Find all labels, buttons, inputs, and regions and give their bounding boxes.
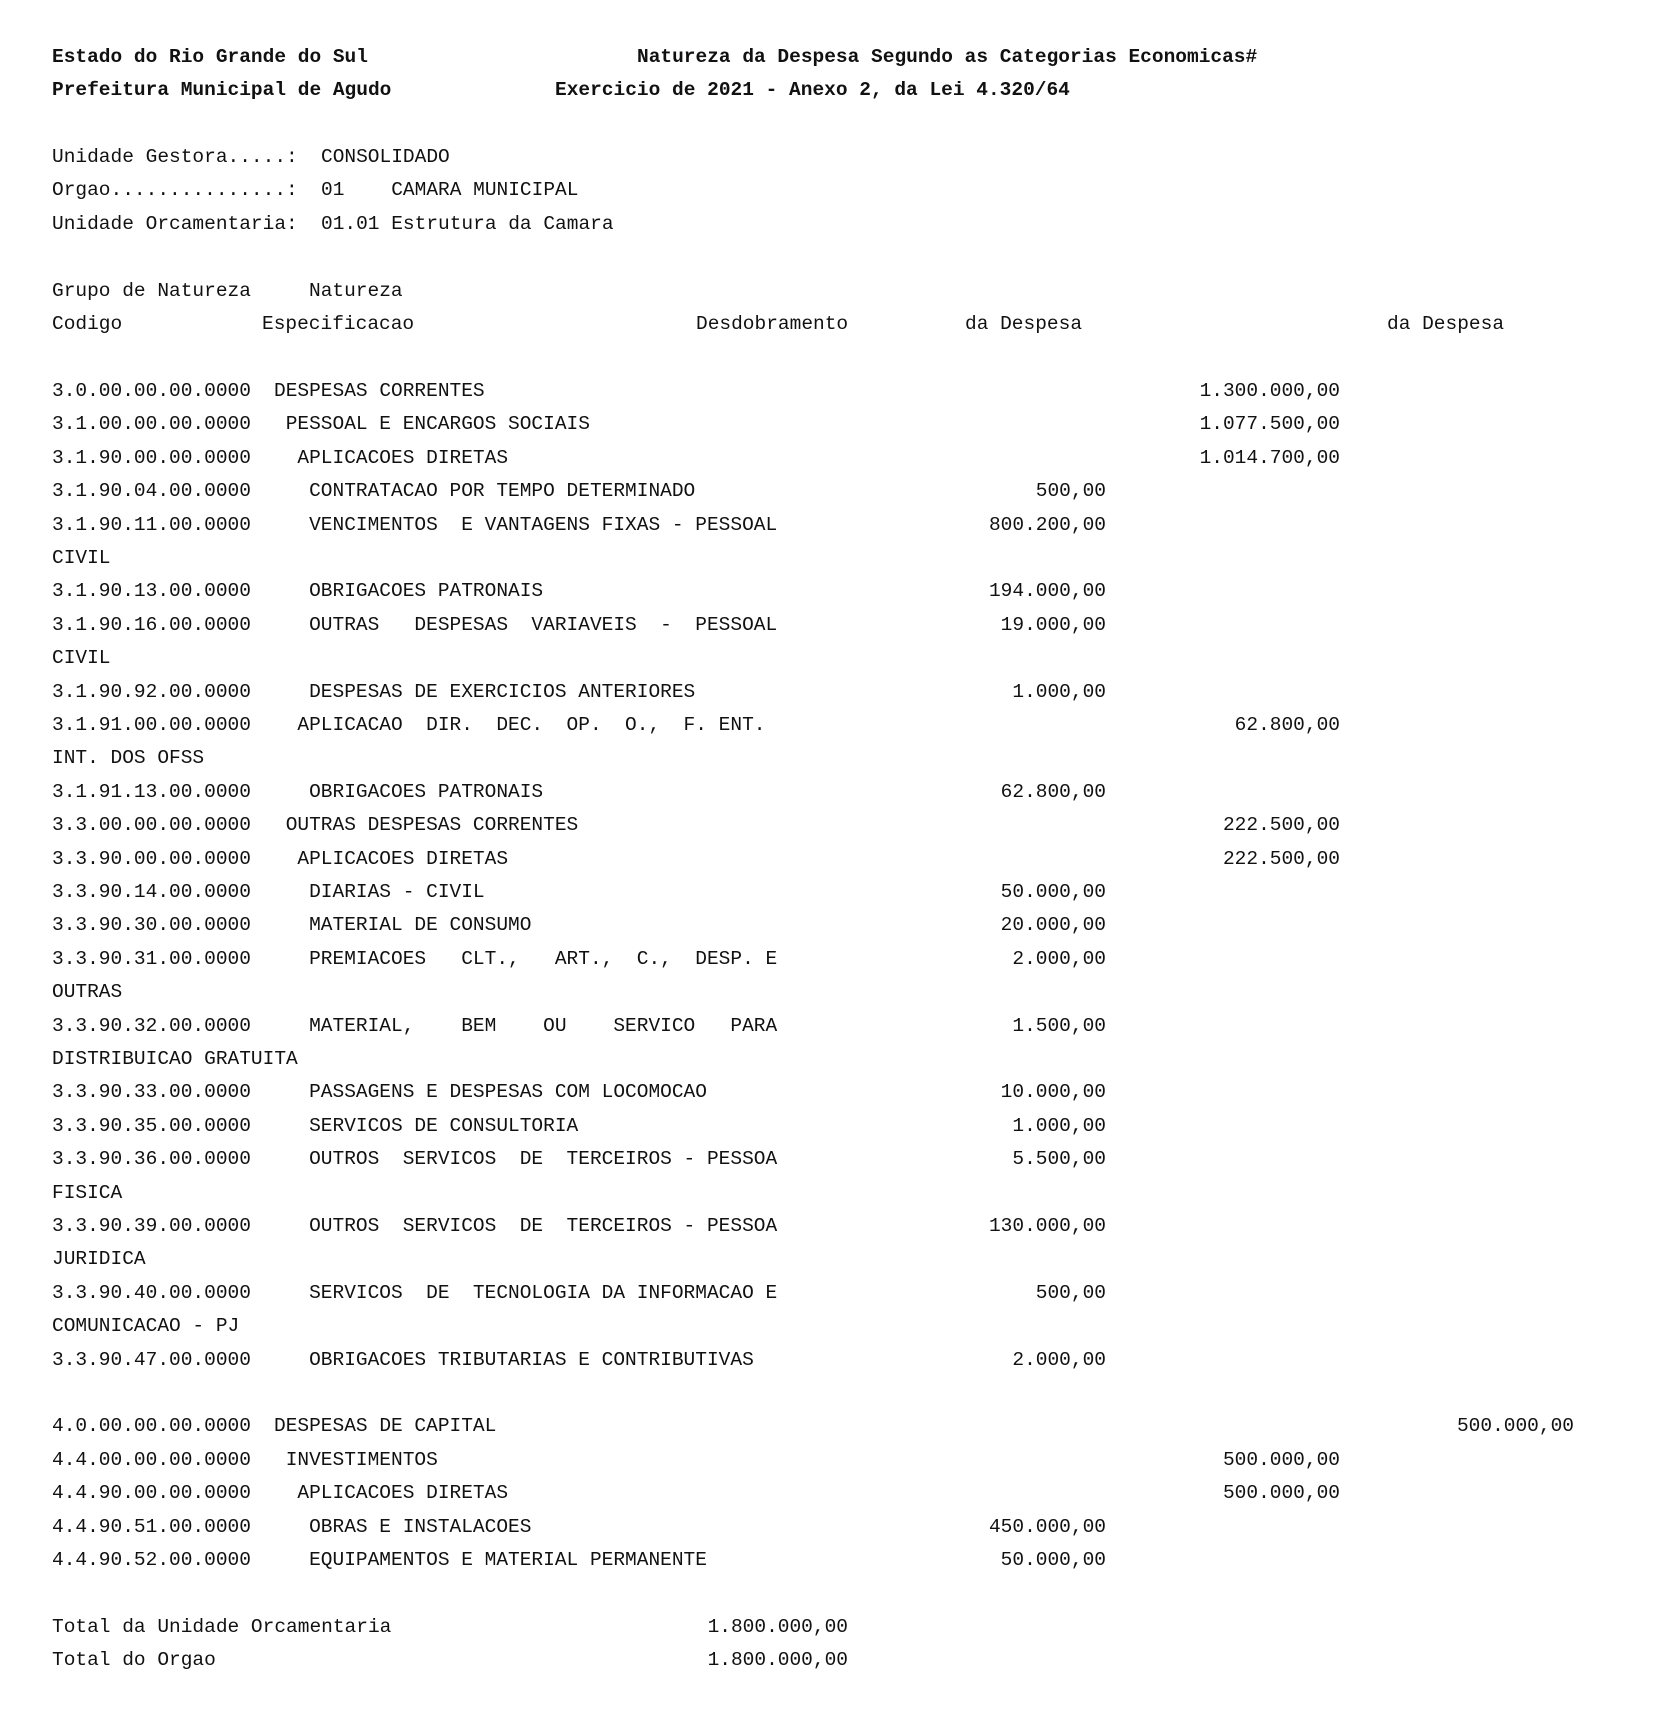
row-value-nat: 800.200,00 — [988, 513, 1106, 536]
row-description: MATERIAL DE CONSUMO — [309, 914, 532, 937]
info-value-gestora: CONSOLIDADO — [321, 146, 450, 168]
info-label-unidade: Unidade Orcamentaria: — [52, 213, 298, 235]
row-code: 3.1.90.13.00.0000 — [52, 580, 251, 603]
row-description-continuation: COMUNICACAO - PJ — [52, 1315, 240, 1338]
total-label: Total do Orgao — [52, 1649, 216, 1672]
row-code: 3.3.90.36.00.0000 — [52, 1148, 251, 1171]
row-description: OUTRAS DESPESAS CORRENTES — [285, 814, 579, 837]
row-code: 3.3.90.39.00.0000 — [52, 1215, 251, 1237]
row-value-nat: 130.000,00 — [988, 1215, 1106, 1237]
row-value-grp: 1.014.700,00 — [1199, 446, 1340, 469]
report-subtitle: Exercicio de 2021 - Anexo 2, da Lei 4.320/64 — [555, 79, 1070, 101]
row-code: 3.0.00.00.00.0000 — [52, 380, 251, 402]
row-description: SERVICOS DE TECNOLOGIA DA INFORMACAO E — [309, 1281, 778, 1304]
info-value-orgao: 01 CAMARA MUNICIPAL — [321, 179, 579, 201]
row-description: MATERIAL, BEM OU SERVICO PARA — [309, 1014, 778, 1037]
row-description-continuation: INT. DOS OFSS — [52, 747, 205, 770]
row-value-nat: 194.000,00 — [988, 580, 1106, 603]
row-code: 4.4.90.00.00.0000 — [52, 1482, 251, 1505]
row-description: APLICACAO DIR. DEC. OP. O., F. ENT. — [297, 714, 766, 736]
row-description: INVESTIMENTOS — [285, 1448, 438, 1471]
row-description-continuation: DISTRIBUICAO GRATUITA — [52, 1048, 298, 1070]
row-description: PASSAGENS E DESPESAS COM LOCOMOCAO — [309, 1081, 707, 1104]
row-code: 3.3.90.47.00.0000 — [52, 1348, 251, 1371]
row-description: VENCIMENTOS E VANTAGENS FIXAS - PESSOAL — [309, 513, 778, 536]
row-code: 3.1.91.00.00.0000 — [52, 714, 251, 736]
row-description: CONTRATACAO POR TEMPO DETERMINADO — [309, 480, 696, 503]
row-description: EQUIPAMENTOS E MATERIAL PERMANENTE — [309, 1549, 707, 1571]
row-value-nat: 1.000,00 — [1012, 1114, 1106, 1137]
row-value-nat: 50.000,00 — [1000, 881, 1106, 903]
row-value-grp: 1.300.000,00 — [1199, 380, 1340, 402]
row-code: 3.1.90.04.00.0000 — [52, 480, 251, 503]
row-code: 3.1.91.13.00.0000 — [52, 780, 251, 803]
row-code: 3.3.90.35.00.0000 — [52, 1114, 251, 1137]
row-value-nat: 1.500,00 — [1012, 1014, 1106, 1037]
report-title: Natureza da Despesa Segundo as Categorias Economicas# — [637, 46, 1258, 68]
row-value-nat: 20.000,00 — [1000, 914, 1106, 937]
row-description: DIARIAS - CIVIL — [309, 881, 485, 903]
row-value-nat: 10.000,00 — [1000, 1081, 1106, 1104]
row-code: 4.0.00.00.00.0000 — [52, 1415, 251, 1438]
row-code: 3.1.00.00.00.0000 — [52, 413, 251, 436]
row-description-continuation: OUTRAS — [52, 981, 123, 1004]
row-code: 3.1.90.16.00.0000 — [52, 613, 251, 636]
column-header-natureza: Natureza — [309, 280, 403, 302]
row-value-nat: 500,00 — [1035, 1281, 1106, 1304]
row-description: OUTROS SERVICOS DE TERCEIROS - PESSOA — [309, 1148, 778, 1171]
row-description: APLICACOES DIRETAS — [297, 446, 509, 469]
row-value-nat: 450.000,00 — [988, 1515, 1106, 1538]
row-value-grp: 1.077.500,00 — [1199, 413, 1340, 436]
row-description-continuation: CIVIL — [52, 647, 111, 670]
total-value: 1.800.000,00 — [707, 1615, 848, 1638]
row-description: OBRAS E INSTALACOES — [309, 1515, 532, 1538]
total-label: Total da Unidade Orcamentaria — [52, 1615, 392, 1638]
row-description-continuation: FISICA — [52, 1181, 123, 1204]
row-description: PREMIACOES CLT., ART., C., DESP. E — [309, 947, 778, 970]
row-code: 3.3.90.30.00.0000 — [52, 914, 251, 937]
column-header-desdobramento: Desdobramento — [696, 313, 849, 335]
row-code: 4.4.00.00.00.0000 — [52, 1448, 251, 1471]
row-description-continuation: JURIDICA — [52, 1248, 146, 1271]
row-value-nat: 2.000,00 — [1012, 947, 1106, 970]
info-value-unidade: 01.01 Estrutura da Camara — [321, 213, 614, 235]
total-value: 1.800.000,00 — [707, 1649, 848, 1672]
row-value-grp: 500.000,00 — [1222, 1482, 1340, 1505]
row-code: 3.3.90.33.00.0000 — [52, 1081, 251, 1104]
row-description: PESSOAL E ENCARGOS SOCIAIS — [285, 413, 590, 436]
column-header-codigo: Codigo — [52, 313, 123, 335]
row-description: APLICACOES DIRETAS — [297, 1482, 509, 1505]
row-description: OBRIGACOES PATRONAIS — [309, 580, 544, 603]
row-description: OUTROS SERVICOS DE TERCEIROS - PESSOA — [309, 1215, 778, 1237]
column-header-da-despesa-2: da Despesa — [1387, 313, 1505, 335]
row-value-grp: 222.500,00 — [1222, 847, 1340, 870]
column-header-especificacao: Especificacao — [262, 313, 415, 335]
row-value-grp: 62.800,00 — [1234, 714, 1340, 736]
row-description: SERVICOS DE CONSULTORIA — [309, 1114, 579, 1137]
row-code: 3.3.90.00.00.0000 — [52, 847, 251, 870]
row-code: 4.4.90.52.00.0000 — [52, 1549, 251, 1571]
row-value-nat: 500,00 — [1035, 480, 1106, 503]
info-label-orgao: Orgao...............: — [52, 179, 298, 201]
row-code: 3.1.90.00.00.0000 — [52, 446, 251, 469]
row-description-continuation: CIVIL — [52, 547, 111, 569]
info-label-gestora: Unidade Gestora.....: — [52, 146, 298, 168]
row-code: 3.3.90.32.00.0000 — [52, 1014, 251, 1037]
row-value-grp: 222.500,00 — [1222, 814, 1340, 837]
row-value-nat: 2.000,00 — [1012, 1348, 1106, 1371]
row-value-nat: 5.500,00 — [1012, 1148, 1106, 1171]
row-value-nat: 1.000,00 — [1012, 680, 1106, 703]
row-value-nat: 19.000,00 — [1000, 613, 1106, 636]
row-description: DESPESAS DE CAPITAL — [274, 1415, 497, 1438]
row-value-nat: 50.000,00 — [1000, 1549, 1106, 1571]
row-description: DESPESAS CORRENTES — [274, 380, 485, 402]
row-code: 3.1.90.11.00.0000 — [52, 513, 251, 536]
row-value-grp: 500.000,00 — [1222, 1448, 1340, 1471]
row-value-nat: 62.800,00 — [1000, 780, 1106, 803]
municipality-name: Prefeitura Municipal de Agudo — [52, 79, 392, 101]
row-value-cat: 500.000,00 — [1456, 1415, 1574, 1438]
row-description: DESPESAS DE EXERCICIOS ANTERIORES — [309, 680, 696, 703]
row-code: 3.1.90.92.00.0000 — [52, 680, 251, 703]
column-header-da-despesa-1: da Despesa — [965, 313, 1083, 335]
row-code: 3.3.90.31.00.0000 — [52, 947, 251, 970]
row-description: OBRIGACOES TRIBUTARIAS E CONTRIBUTIVAS — [309, 1348, 754, 1371]
row-code: 3.3.00.00.00.0000 — [52, 814, 251, 837]
column-header-grupo: Grupo de Natureza — [52, 280, 251, 302]
row-description: APLICACOES DIRETAS — [297, 847, 509, 870]
row-code: 3.3.90.14.00.0000 — [52, 881, 251, 903]
state-name: Estado do Rio Grande do Sul — [52, 46, 368, 68]
row-code: 3.3.90.40.00.0000 — [52, 1281, 251, 1304]
row-description: OBRIGACOES PATRONAIS — [309, 780, 544, 803]
row-code: 4.4.90.51.00.0000 — [52, 1515, 251, 1538]
row-description: OUTRAS DESPESAS VARIAVEIS - PESSOAL — [309, 613, 778, 636]
